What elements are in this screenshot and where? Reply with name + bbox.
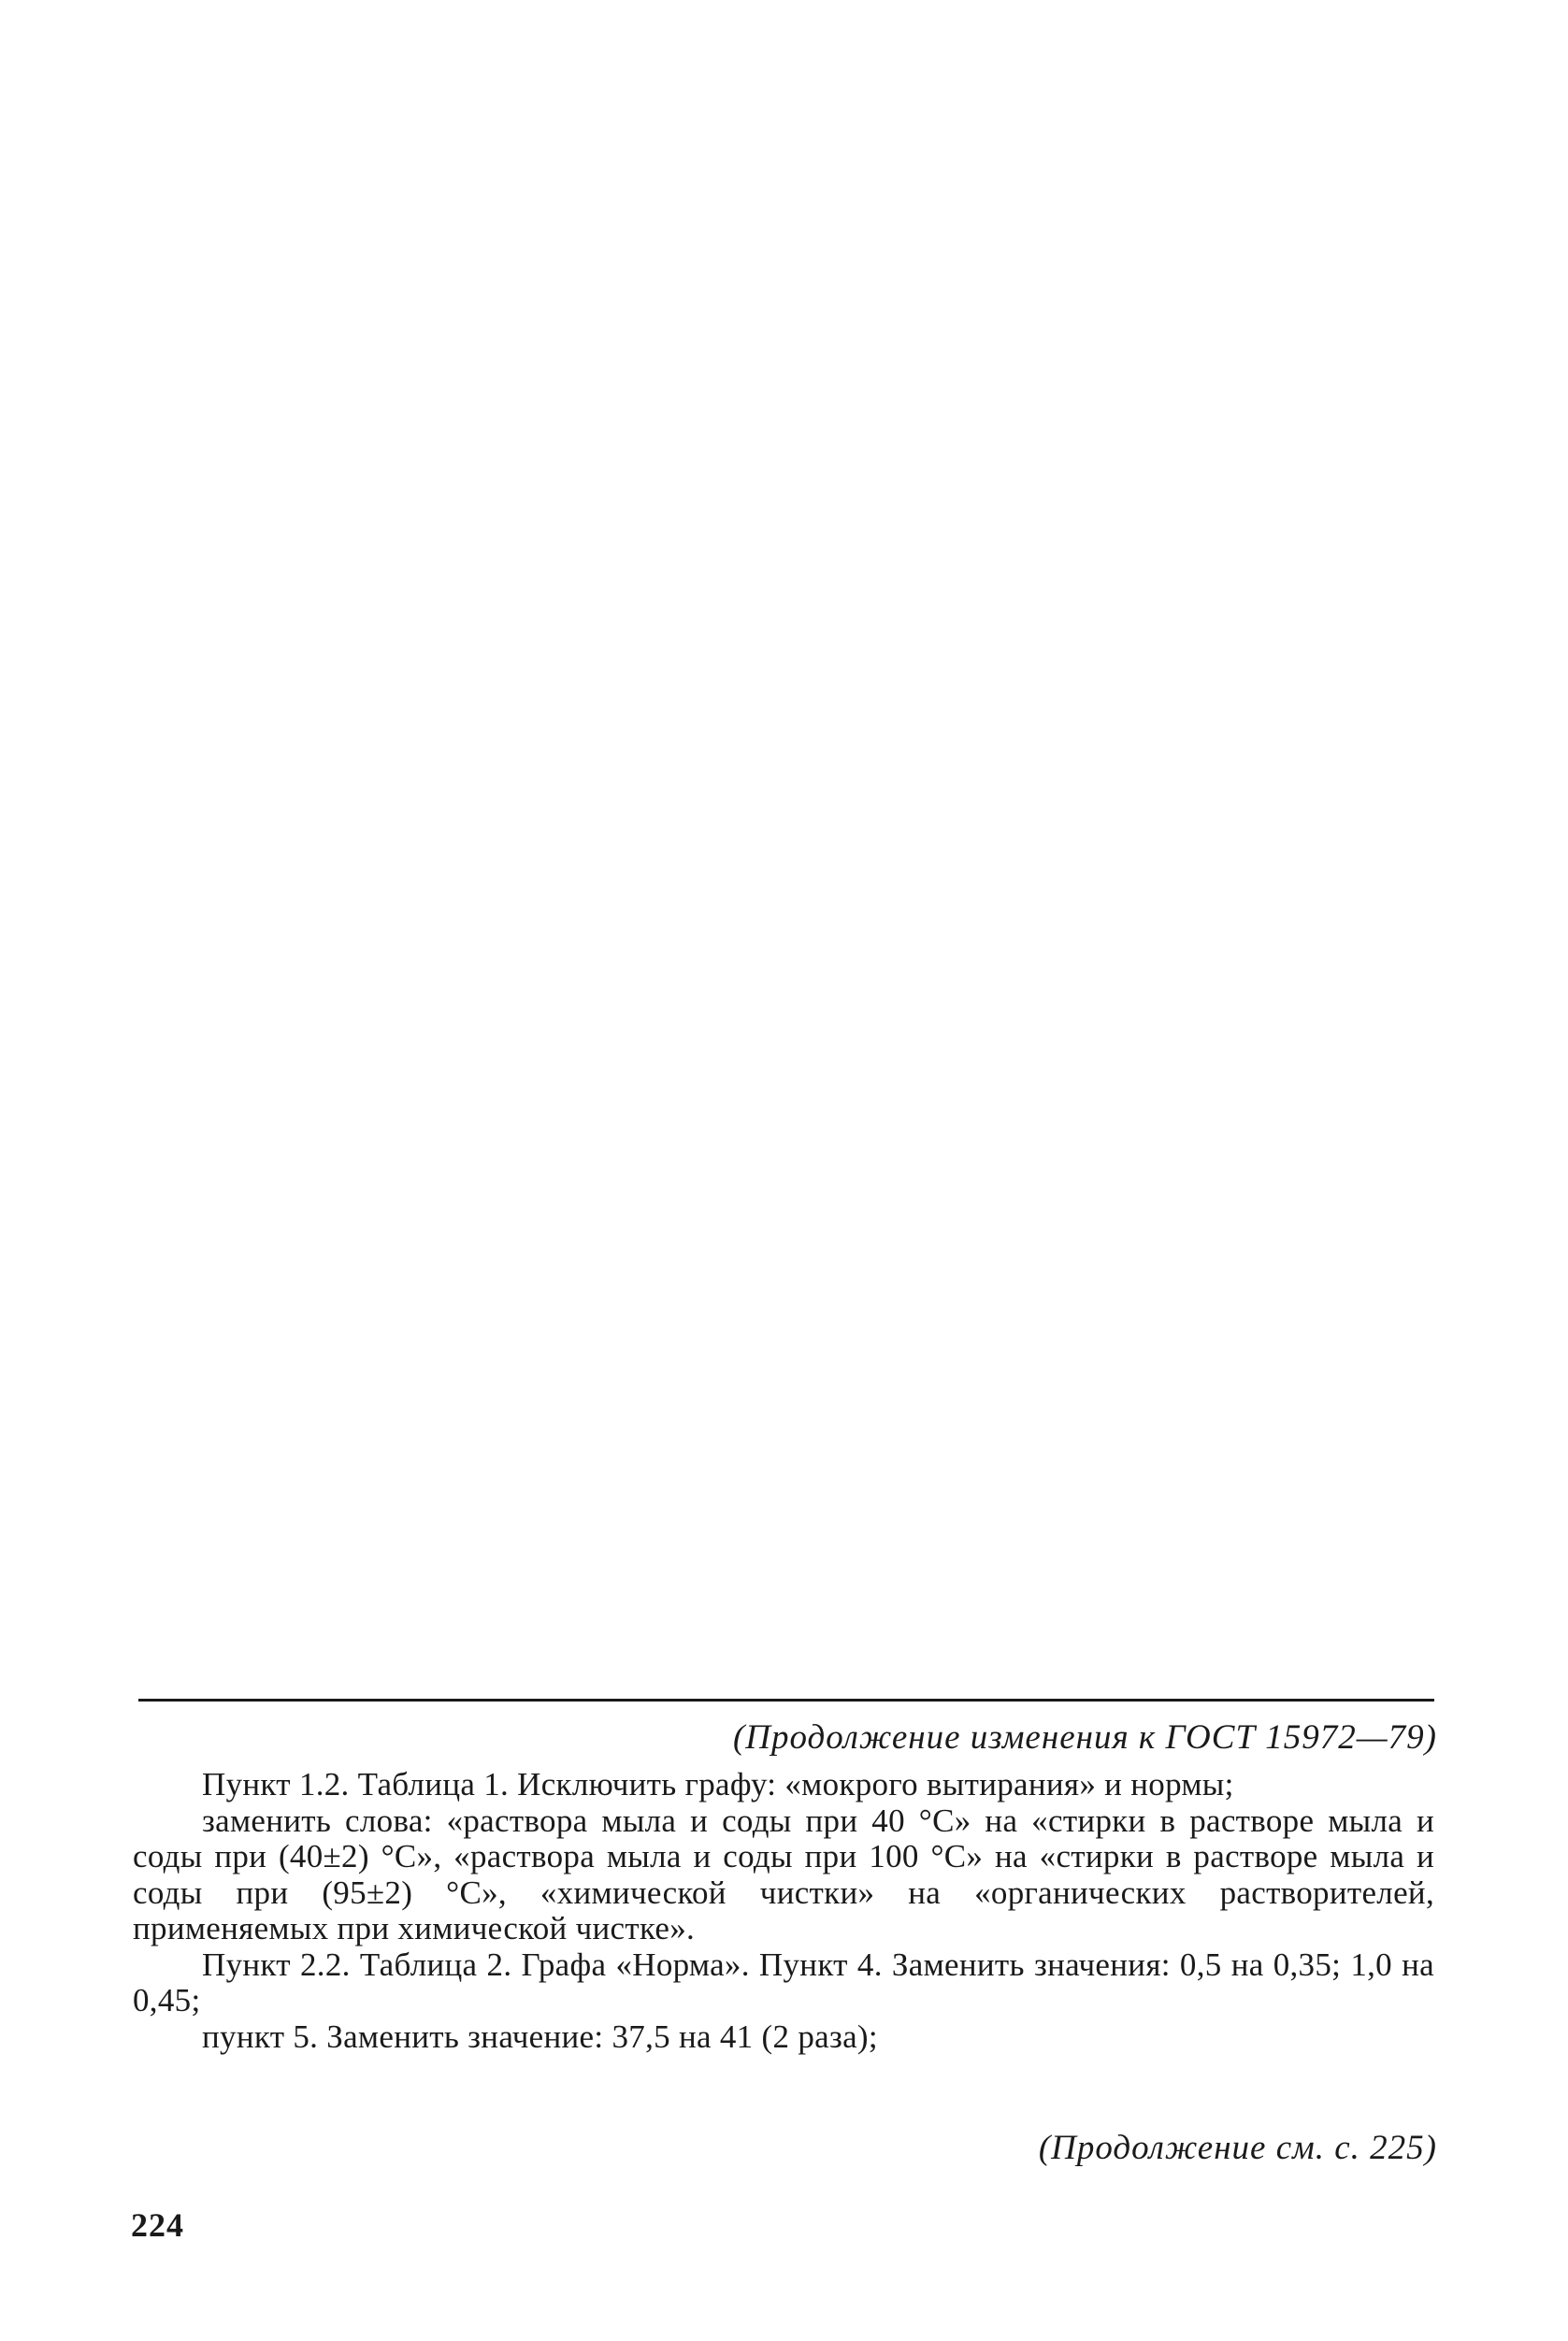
continuation-header: (Продолжение изменения к ГОСТ 15972—79) <box>732 1718 1437 1757</box>
horizontal-rule <box>138 1699 1434 1702</box>
paragraph: заменить слова: «раствора мыла и соды при 40 °С» на «стирки в растворе мыла и соды при (40±2) °С», «раствора мыла и соды при 100 °С» на «стирки в растворе мыла и соды при (95±2) °С», «химической чистки» на «органических растворителей, применяемых при химической чистке». <box>133 1802 1434 1946</box>
paragraph: Пункт 2.2. Таблица 2. Графа «Норма». Пункт 4. Заменить значения: 0,5 на 0,35; 1,0 на 0,45; <box>133 1946 1434 2018</box>
paragraph: пункт 5. Заменить значение: 37,5 на 41 (2 раза); <box>202 2018 878 2055</box>
paragraph: Пункт 1.2. Таблица 1. Исключить графу: «мокрого вытирания» и нормы; <box>202 1766 1234 1802</box>
continuation-footer: (Продолжение см. с. 225) <box>1038 2129 1437 2167</box>
page-number: 224 <box>131 2206 184 2244</box>
amendment-text <box>133 1767 1434 2055</box>
